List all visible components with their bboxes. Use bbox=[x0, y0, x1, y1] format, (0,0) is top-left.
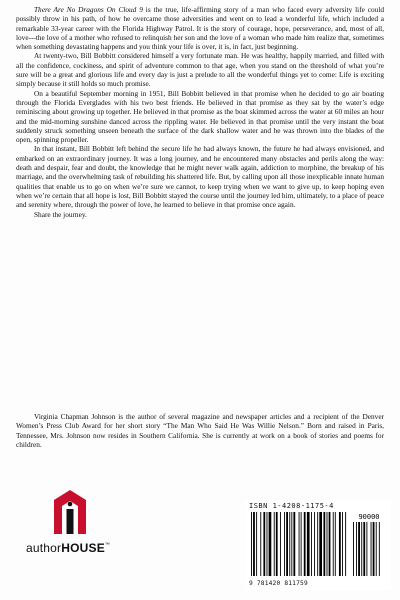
publisher-name-author: author bbox=[26, 541, 62, 555]
publisher-name-house: HOUSE bbox=[61, 541, 105, 555]
publisher-logo-icon bbox=[54, 490, 86, 536]
publisher-logo bbox=[20, 490, 130, 570]
synopsis-paragraph-5: Share the journey. bbox=[34, 209, 87, 219]
price-code: 90000 bbox=[358, 513, 380, 521]
synopsis-paragraph-1-text: is the true, life-affirming story of a man who faced every adversity life could possibly throw in his path, of how he overcame those adversities and went on to lead a wonderful life, which included a remarkable 33-year career with the Florida Highway Patrol. It is the story of courage, hope, perseverance, and, most of all, love---the love of a mother who refused to relinquish her son and the love of a woman who made him realize that, sometimes when something devastating happens and you think your life is over, it is, in fact, just beginning. bbox=[16, 5, 384, 52]
synopsis-paragraph-2: At twenty-two, Bill Bobbitt considered himself a very fortunate man. He was healthy, happily married, and filled with all the confidence, cockiness, and spirit of adventure common to that age, when you stand on the threshold of what you’re sure will be a great and glorious life and every day is just a prelude to all the wonderful things yet to come: Life is exciting simply because it still holds so much promise. bbox=[16, 51, 384, 89]
barcode-bars bbox=[249, 512, 387, 578]
book-title: There Are No Dragons On Cloud 9 bbox=[34, 5, 143, 14]
publisher-name bbox=[26, 541, 110, 555]
synopsis-paragraph-4: In that instant, Bill Bobbitt left behind the secure life he had always known, the future he had always envisioned, and embarked on an extraordinary journey. It was a long journey, and he encountered many obstacles and perils along the way: death and despair, fear and doubt, the knowledge that he might never walk again, addiction to morphine, the breakup of his marriage, and the overwhelming task of rebuilding his shattered life. But, by calling upon all those inexplicable innate human qualities that enable us to go on when we’re sure we cannot, to keep trying when we want to give up, to keep hoping even when we’re certain that all hope is lost, Bill Bobbitt stayed the course until the journey led him, ultimately, to a place of peace and serenity where, through the power of love, he learned to believe in that promise once again. bbox=[16, 144, 384, 210]
trademark-symbol: ™ bbox=[104, 542, 111, 548]
author-bio: Virginia Chapman Johnson is the author of several magazine and newspaper articles and a recipient of the Denver Women’s Press Club Award for her short story “The Man Who Said He Was Willie Nelson.” Born and raised in Paris, Tennessee, Mrs. Johnson now resides in Southern California. She is currently at work on a book of stories and poems for children. bbox=[16, 412, 384, 449]
synopsis bbox=[16, 5, 384, 219]
isbn-barcode bbox=[245, 500, 391, 590]
synopsis-paragraph-1 bbox=[16, 5, 384, 51]
synopsis-paragraph-3: On a beautiful September morning in 1951, Bill Bobbitt believed in that promise when he decided to go air boating through the Florida Everglades with his two best friends. He believed in that promise as they sat by the water’s edge reminiscing about growing up together. He believed in that promise as the boat skimmed across the water at 60 miles an hour and the mid-morning sunshine danced across the rippling water. He believed in that promise until the very instant the boat suddenly struck something unseen beneath the surface of the dark shallow water and he was thrown into the blades of the open, spinning propeller. bbox=[16, 88, 384, 145]
isbn-label: ISBN 1-4208-1175-4 bbox=[249, 502, 334, 510]
barcode-digits: 9 781420 811759 bbox=[249, 580, 308, 587]
